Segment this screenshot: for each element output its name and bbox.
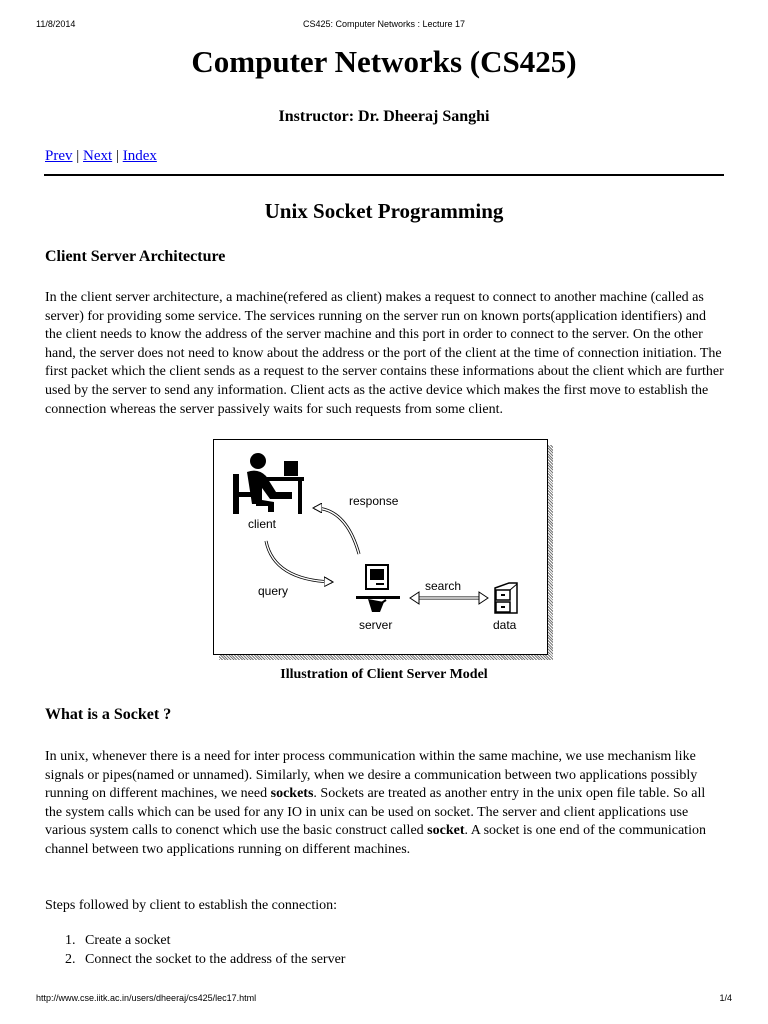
list-item	[45, 932, 725, 951]
step-number: 1.	[65, 933, 76, 948]
client-server-figure	[213, 439, 548, 655]
prev-link[interactable]: Prev	[45, 148, 73, 164]
figure-caption: Illustration of Client Server Model	[280, 667, 488, 682]
socket-bold: socket	[427, 823, 465, 839]
step-text: Connect the socket to the address of the server	[85, 951, 346, 967]
nav-bar	[45, 148, 157, 165]
print-page-number: 1/4	[719, 993, 732, 1003]
nav-separator: |	[76, 148, 80, 164]
client-server-heading: Client Server Architecture	[45, 248, 226, 265]
next-link[interactable]: Next	[83, 148, 113, 164]
list-item	[45, 951, 725, 970]
socket-paragraph	[45, 748, 725, 860]
print-footer	[0, 993, 768, 1005]
client-label: client	[248, 517, 277, 531]
server-label: server	[359, 618, 393, 632]
server-computer-icon	[356, 565, 400, 612]
client-steps-list	[45, 932, 725, 969]
print-title: CS425: Computer Networks : Lecture 17	[302, 19, 466, 29]
print-date: 11/8/2014	[36, 19, 76, 29]
index-link[interactable]: Index	[122, 148, 157, 164]
instructor-line: Instructor: Dr. Dheeraj Sanghi	[278, 108, 490, 125]
person-at-computer-icon	[233, 453, 304, 514]
print-header	[0, 19, 768, 31]
socket-text: . A socket is one end of the communication channel between two applications running on different machines.	[45, 823, 706, 857]
response-label: response	[349, 494, 399, 508]
lecture-title: Unix Socket Programming	[264, 199, 504, 223]
nav-separator: |	[115, 148, 119, 164]
socket-text: In unix, whenever there is a need for inter process communication within the same machine, we use mechanism like signals or pipes(named or unnamed). Similarly, when we desire a communication between two applications possibly running on different machines, we need	[45, 749, 698, 802]
horizontal-rule	[44, 174, 724, 176]
step-text: Create a socket	[85, 933, 171, 948]
query-label: query	[258, 584, 289, 598]
steps-intro: Steps followed by client to establish the connection:	[45, 898, 337, 913]
data-label: data	[493, 618, 517, 632]
print-url: http://www.cse.iitk.ac.in/users/dheeraj/cs425/lec17.html	[36, 993, 257, 1003]
client-server-paragraph: In the client server architecture, a machine(refered as client) makes a request to connect to another machine (called as server) for providing some service. The services running on the server run on known ports(application identifiers) and the client needs to know the address of the server machine and this port in order to connect to the server. On the other hand, the server does not need to know about the address or the port of the client at the time of connection initiation. The first packet which the client sends as a request to the server contains these informations about the client which are further used by the server to send any information. Client acts as the active device which makes the first move to establish the connection whereas the server passively waits for such requests from some client.	[45, 290, 724, 417]
page-title: Computer Networks (CS425)	[191, 44, 577, 79]
sockets-bold: sockets	[270, 786, 314, 802]
step-number: 2.	[65, 951, 76, 967]
socket-text: . Sockets are treated as another entry in the unix open file table. So all the system calls which can be used for any IO in unix can be used on socket. The server and client applications use various system calls to conenct which use the basic construct called	[45, 786, 706, 839]
search-label: search	[425, 579, 462, 593]
file-cabinet-icon	[495, 583, 517, 613]
socket-heading: What is a Socket ?	[45, 706, 172, 723]
